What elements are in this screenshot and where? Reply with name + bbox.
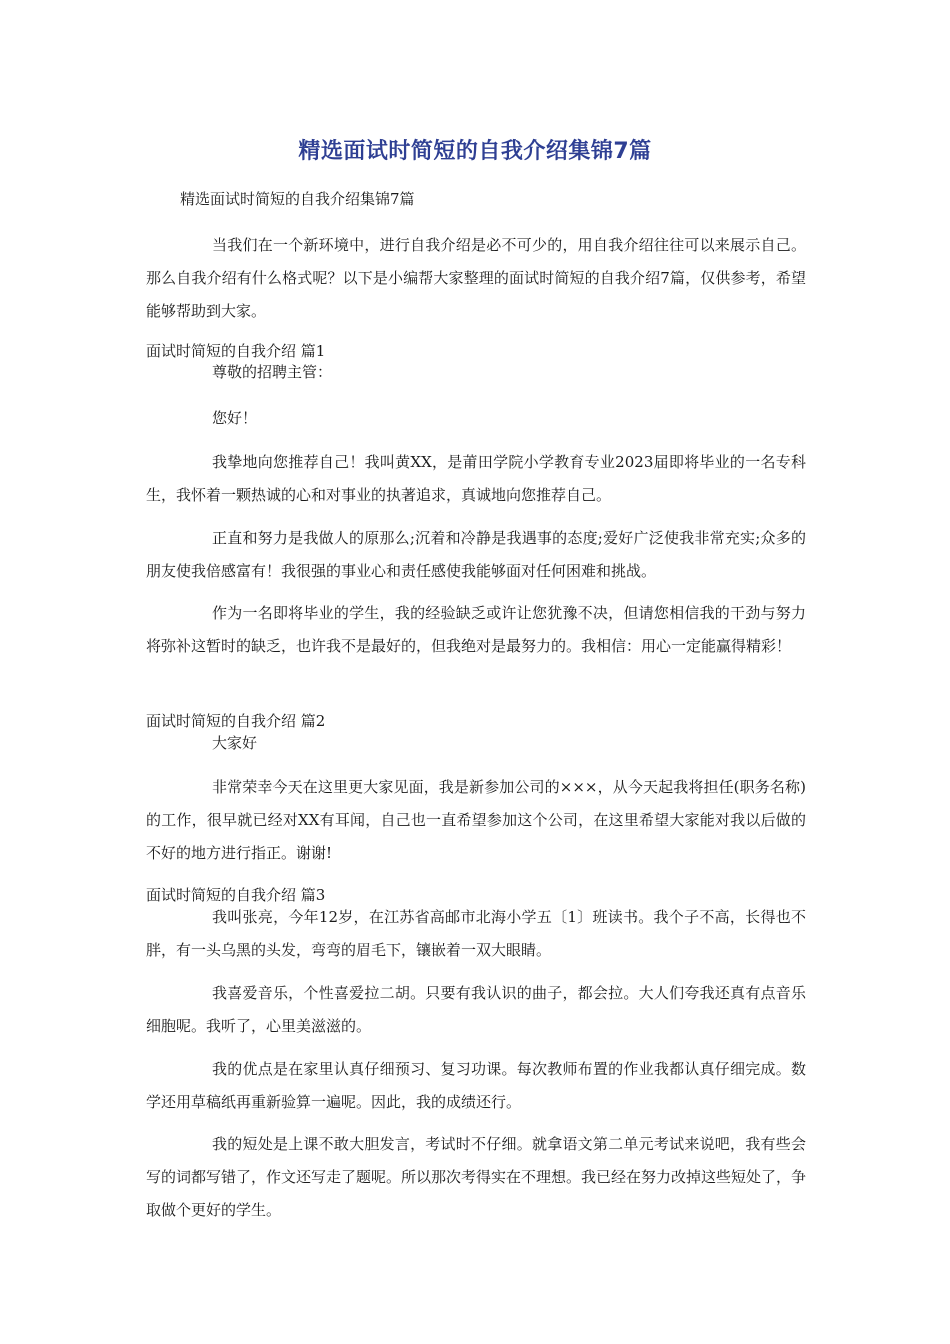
section-1-para-2 [146, 402, 806, 435]
section-1-para-5 [146, 597, 806, 663]
section-2-para-1 [146, 727, 806, 760]
section-1-para-4 [146, 522, 806, 588]
paragraph-text: 您好！ [212, 409, 258, 427]
section-2-para-2 [146, 771, 806, 870]
paragraph-text: 非常荣幸今天在这里更大家见面，我是新参加公司的×××，从今天起我将担任(职务名称)的工作，很早就已经对XX有耳闻，自己也一直希望参加这个公司，在这里希望大家能对我以后做的不好的地方进行指正。谢谢! [146, 778, 806, 862]
intro-text: 当我们在一个新环境中，进行自我介绍是必不可少的，用自我介绍往往可以来展示自己。那么自我介绍有什么格式呢？以下是小编帮大家整理的面试时简短的自我介绍7篇，仅供参考，希望能够帮助到大家。 [146, 236, 806, 320]
document-title: 精选面试时简短的自我介绍集锦7篇 [298, 139, 652, 164]
paragraph-text: 大家好 [212, 734, 258, 752]
intro-paragraph [146, 229, 806, 328]
section-3-para-3 [146, 1053, 806, 1119]
section-1-para-3 [146, 446, 806, 512]
paragraph-text: 我叫张亮，今年12岁，在江苏省高邮市北海小学五〔1〕班读书。我个子不高，长得也不胖，有一头乌黑的头发，弯弯的眉毛下，镶嵌着一双大眼睛。 [146, 908, 806, 959]
paragraph-text: 我挚地向您推荐自己！我叫黄XX，是莆田学院小学教育专业2023届即将毕业的一名专科生，我怀着一颗热诚的心和对事业的执著追求，真诚地向您推荐自己。 [146, 453, 806, 504]
paragraph-text: 尊敬的招聘主管： [212, 363, 333, 381]
paragraph-text: 我的短处是上课不敢大胆发言，考试时不仔细。就拿语文第二单元考试来说吧，我有些会写的词都写错了，作文还写走了题呢。所以那次考得实在不理想。我已经在努力改掉这些短处了，争取做个更好的学生。 [146, 1135, 807, 1219]
section-3-para-1 [146, 901, 806, 967]
paragraph-text: 正直和努力是我做人的原那么;沉着和冷静是我遇事的态度;爱好广泛使我非常充实;众多的朋友使我倍感富有！我很强的事业心和责任感使我能够面对任何困难和挑战。 [146, 529, 806, 580]
section-3-para-2 [146, 977, 806, 1043]
section-3-para-4 [146, 1128, 806, 1227]
section-heading-1: 面试时简短的自我介绍 篇1 [146, 342, 326, 360]
paragraph-text: 我喜爱音乐，个性喜爱拉二胡。只要有我认识的曲子，都会拉。大人们夸我还真有点音乐细胞呢。我听了，心里美滋滋的。 [146, 984, 806, 1035]
section-heading-2: 面试时简短的自我介绍 篇2 [146, 712, 326, 730]
section-1-para-1 [146, 356, 806, 389]
section-heading-3: 面试时简短的自我介绍 篇3 [146, 886, 326, 904]
paragraph-text: 作为一名即将毕业的学生，我的经验缺乏或许让您犹豫不决，但请您相信我的干劲与努力将弥补这暂时的缺乏，也许我不是最好的，但我绝对是最努力的。我相信：用心一定能赢得精彩！ [146, 604, 806, 655]
document-subtitle: 精选面试时简短的自我介绍集锦7篇 [180, 190, 415, 208]
paragraph-text: 我的优点是在家里认真仔细预习、复习功课。每次教师布置的作业我都认真仔细完成。数学还用草稿纸再重新验算一遍呢。因此，我的成绩还行。 [146, 1060, 806, 1111]
